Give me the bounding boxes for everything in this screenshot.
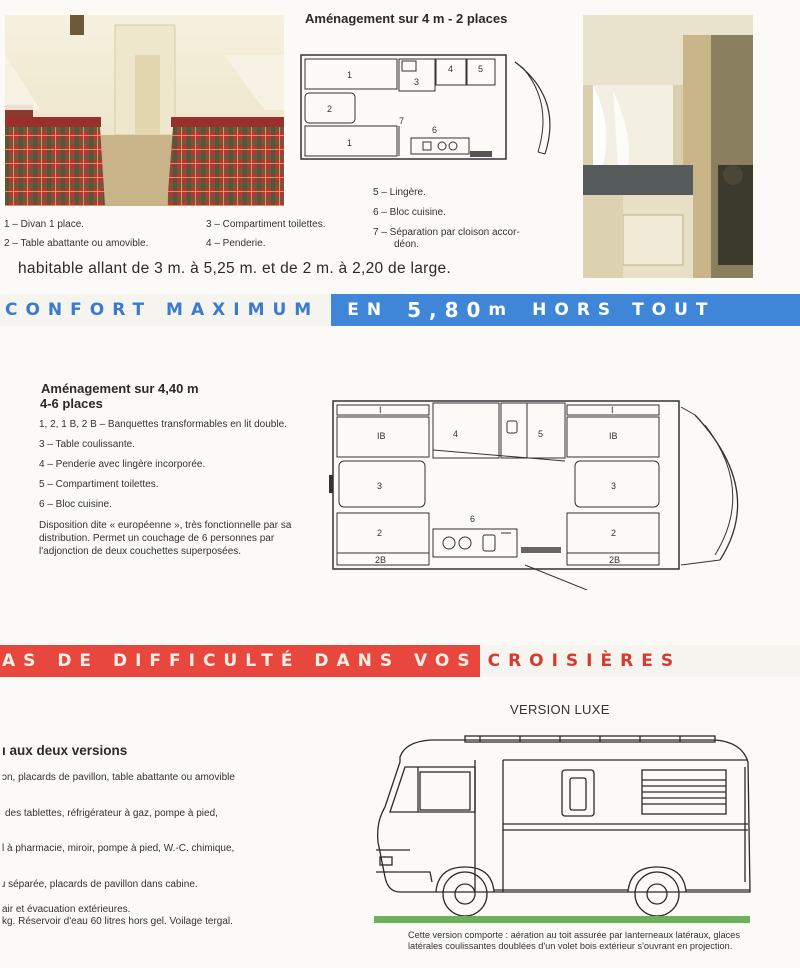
banner-blue-text-3: 5,80: [407, 298, 489, 322]
banner-red: [0, 645, 800, 677]
plan1-label-5: 5: [478, 64, 484, 74]
legend1-item-3: 3 – Compartiment toilettes.: [206, 219, 326, 230]
plan2-label-3-left: 3: [377, 481, 383, 491]
plan2-label-6: 6: [470, 514, 476, 524]
plan1-label-1a: 1: [347, 70, 353, 80]
section2-item-2: 3 – Table coulissante.: [39, 439, 135, 450]
plan1-label-7: 7: [399, 116, 405, 126]
plan2-label-3-right: 3: [611, 481, 617, 491]
plan2-label-1b-right: IB: [609, 431, 618, 441]
section2-item-3: 4 – Penderie avec lingère incorporée.: [39, 459, 206, 470]
section3-line-3: l à pharmacie, miroir, pompe à pied, W.-C. chimique,: [2, 843, 235, 854]
plan1-label-6: 6: [432, 125, 438, 135]
legend1-item-7-cont: déon.: [394, 239, 420, 250]
section1-heading: Aménagement sur 4 m - 2 places: [305, 11, 508, 26]
version-title: VERSION LUXE: [510, 702, 610, 717]
banner-red-text-2: CROISIÈRES: [487, 651, 682, 671]
legend1-item-7: 7 – Séparation par cloison accor-: [373, 227, 520, 238]
legend1-item-4: 4 – Penderie.: [206, 238, 266, 249]
plan2-label-i-top-right: I: [611, 405, 614, 415]
section3-line-4: ɹ séparée, placards de pavillon dans cabine.: [2, 879, 198, 890]
section3-line-5: air et évacuation extérieures.: [2, 904, 131, 915]
section2-heading-line1: Aménagement sur 4,40 m: [41, 381, 199, 396]
version-caption: Cette version comporte : aération au toit assurée par lanterneaux latéraux, glaces latérales coulissantes doublées d'un volet bois extérieur s'ouvrant en projection.: [408, 930, 740, 951]
van-illustration: [370, 732, 770, 927]
section2-item-5: 6 – Bloc cuisine.: [39, 499, 112, 510]
banner-blue-box: [331, 294, 800, 326]
plan1-label-2: 2: [327, 104, 333, 114]
plan2-label-2-left: 2: [377, 528, 383, 538]
floor-plan-4m: [295, 48, 570, 173]
banner-blue: [0, 294, 800, 326]
plan2-label-2b-left: 2B: [375, 555, 387, 565]
legend1-item-2: 2 – Table abattante ou amovible.: [4, 238, 149, 249]
plan1-label-3: 3: [414, 77, 420, 87]
section2-paragraph: Disposition dite « européenne », très fonctionnelle par sa distribution. Permet un couchage de 6 personnes par l'adjonction de deux couchettes superposées.: [39, 520, 292, 557]
section2-heading-line2: 4-6 places: [40, 396, 103, 411]
plan1-label-1b: 1: [347, 138, 353, 148]
legend1-item-6: 6 – Bloc cuisine.: [373, 207, 446, 218]
section3-line-1: ɔn, placards de pavillon, table abattante ou amovible: [2, 772, 235, 783]
section3-line-2: des tablettes, réfrigérateur à gaz, pompe à pied,: [5, 808, 218, 819]
section2-heading: [40, 381, 199, 411]
banner-red-text-1: AS DE DIFFICULTÉ DANS VOS: [2, 651, 478, 671]
section3-heading: ı aux deux versions: [2, 743, 128, 758]
green-underline: [374, 916, 750, 923]
banner-blue-text-4: m: [488, 300, 515, 320]
plan1-label-4: 4: [448, 64, 454, 74]
legend1-item-5: 5 – Lingère.: [373, 187, 426, 198]
section3-line-6: kg. Réservoir d'eau 60 litres hors gel. Voilage tergal.: [2, 916, 233, 927]
floor-plan-440: [325, 395, 765, 590]
legend1-item-1: 1 – Divan 1 place.: [4, 219, 85, 230]
plan2-label-2-right: 2: [611, 528, 617, 538]
tagline: habitable allant de 3 m. à 5,25 m. et de 2 m. à 2,20 de large.: [18, 260, 452, 277]
interior-photo-beds: [5, 15, 284, 206]
plan2-label-2b-right: 2B: [609, 555, 621, 565]
plan2-label-i-top-left: I: [379, 405, 382, 415]
banner-blue-text-1: CONFORT MAXIMUM: [5, 300, 320, 320]
interior-photo-kitchen: [583, 15, 753, 278]
banner-blue-text-5: HORS TOUT: [532, 300, 716, 320]
plan2-label-1b-left: IB: [377, 431, 386, 441]
section2-item-4: 5 – Compartiment toilettes.: [39, 479, 159, 490]
plan2-label-4: 4: [453, 429, 459, 439]
banner-red-box: [480, 645, 800, 677]
plan2-label-5: 5: [538, 429, 544, 439]
section2-item-1: 1, 2, 1 B, 2 B – Banquettes transformables en lit double.: [39, 419, 287, 430]
banner-blue-text-2: EN: [347, 300, 390, 320]
section2-list: [39, 419, 301, 558]
